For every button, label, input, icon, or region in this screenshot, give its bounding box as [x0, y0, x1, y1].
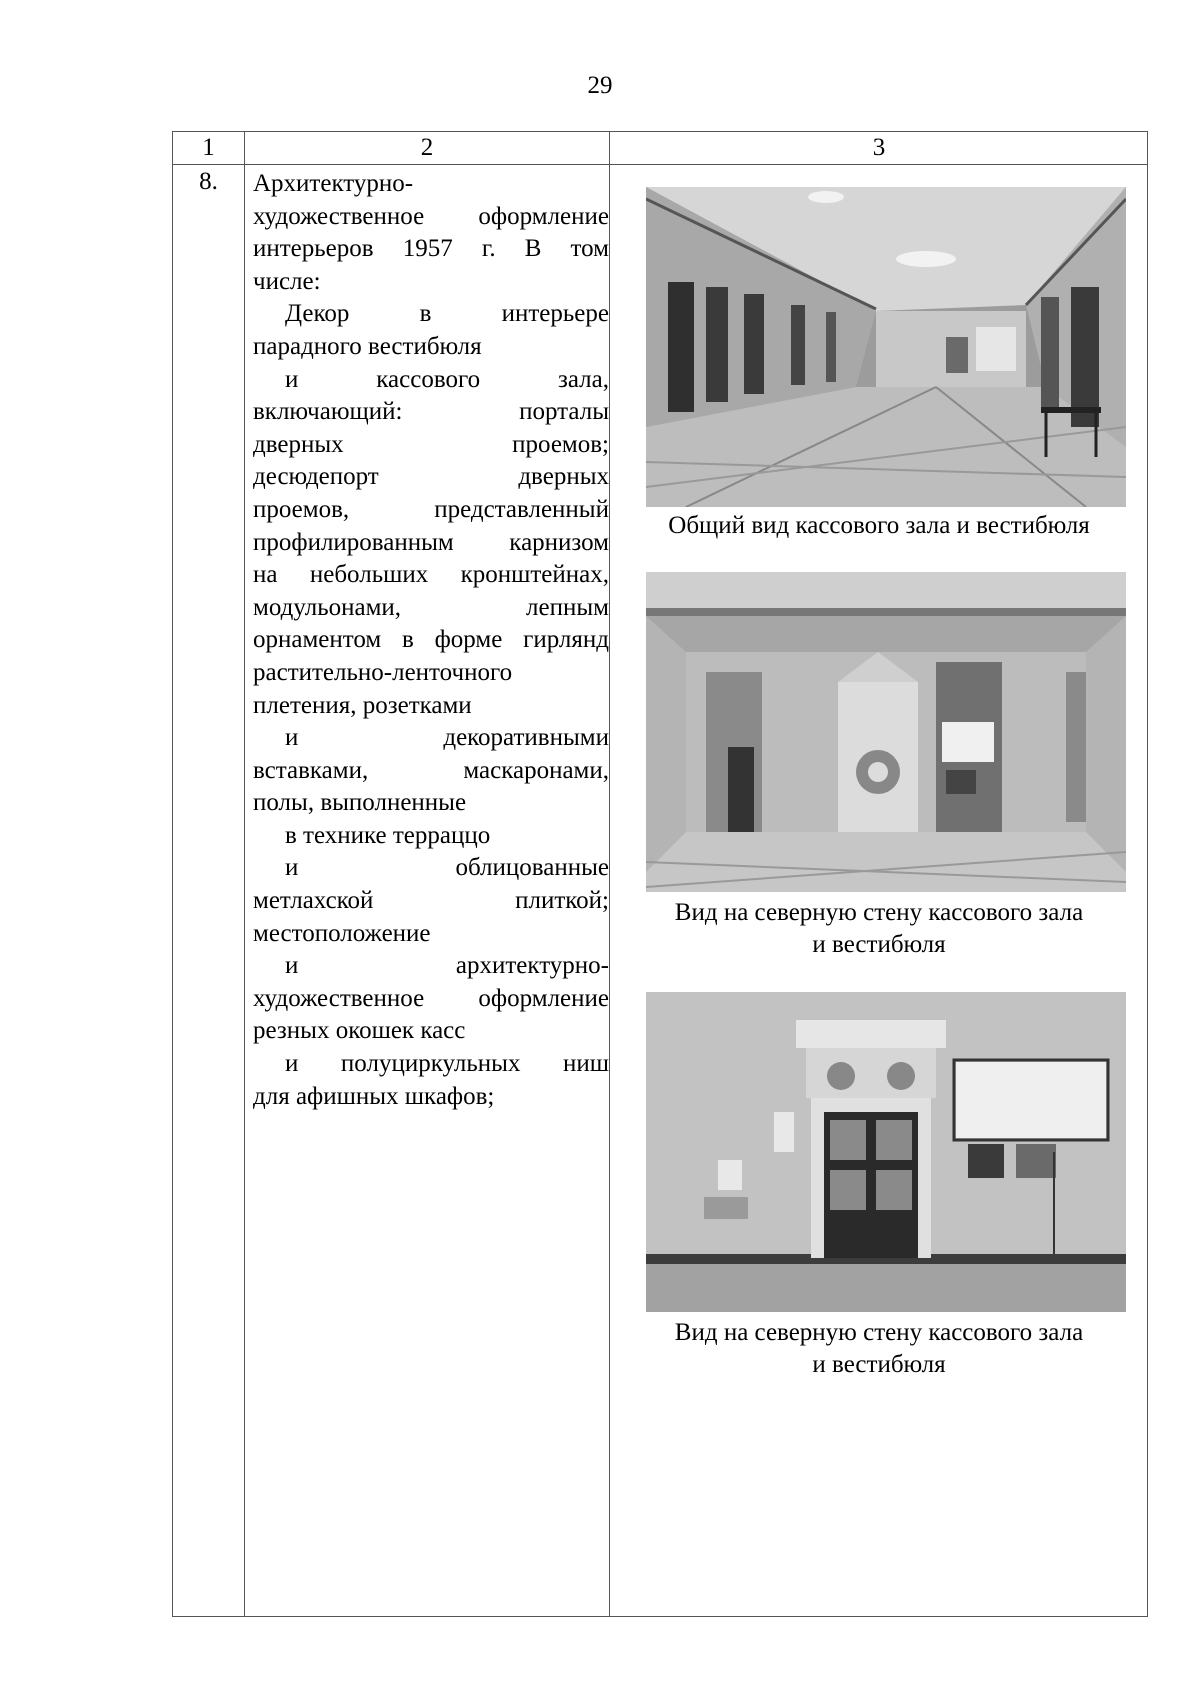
- photo-caption: и вестибюля: [812, 931, 946, 958]
- description-line: в технике терраццо: [285, 821, 491, 849]
- photo-caption: и вестибюля: [812, 1351, 946, 1378]
- photo-caption: Вид на северную стену кассового зала: [674, 1319, 1084, 1346]
- column-divider: [244, 132, 245, 1616]
- description-line: Декор в интерьере: [285, 300, 609, 328]
- photo-ticket-hall-general-view: [646, 187, 1126, 507]
- column-header-1: 1: [202, 134, 215, 161]
- description-line: для афишных шкафов;: [253, 1082, 495, 1110]
- description-line: модульонами, лепным: [253, 593, 609, 621]
- description-line: резных окошек касс: [253, 1017, 466, 1045]
- column-header-3: 3: [872, 134, 886, 161]
- page-number: 29: [587, 72, 613, 99]
- photo-caption: Общий вид кассового зала и вестибюля: [668, 512, 1090, 539]
- description-line: и кассового зала,: [285, 365, 609, 393]
- header-divider: [173, 164, 1147, 165]
- description-line: профилированным карнизом: [253, 528, 609, 556]
- description-line: и облицованные: [285, 854, 609, 882]
- photo-north-wall-view: [646, 572, 1126, 892]
- description-line: художественное оформление: [253, 984, 609, 1012]
- description-line: вставками, маскаронами,: [253, 756, 609, 784]
- description-line: включающий: порталы: [253, 398, 609, 426]
- description-line: метлахской плиткой;: [253, 887, 609, 915]
- object-description: [253, 168, 609, 1113]
- description-line: интерьеров 1957 г. В том: [253, 235, 609, 263]
- photo-north-wall-portal: [646, 992, 1126, 1312]
- photo-caption: Вид на северную стену кассового зала: [674, 899, 1084, 926]
- description-line: проемов, представленный: [253, 495, 609, 523]
- description-line: и архитектурно-: [285, 952, 609, 980]
- description-line: полы, выполненные: [253, 789, 467, 817]
- description-line: числе:: [253, 267, 321, 295]
- description-line: Архитектурно-: [253, 170, 414, 197]
- description-line: и полуциркульных ниш: [285, 1050, 609, 1078]
- description-line: плетения, розетками: [253, 691, 472, 719]
- description-line: художественное оформление: [253, 202, 609, 230]
- description-line: дверных проемов;: [253, 430, 609, 458]
- content-table: [172, 131, 1148, 1617]
- description-line: парадного вестибюля: [253, 332, 482, 360]
- description-line: растительно-ленточного: [253, 658, 513, 686]
- description-line: на небольших кронштейнах,: [253, 561, 609, 589]
- column-divider: [609, 132, 610, 1616]
- description-line: местоположение: [253, 919, 431, 947]
- column-header-2: 2: [420, 134, 434, 161]
- description-line: и декоративными: [285, 724, 609, 752]
- row-number: 8.: [199, 168, 218, 195]
- description-line: орнаментом в форме гирлянд: [253, 626, 609, 654]
- description-line: десюдепорт дверных: [253, 463, 609, 491]
